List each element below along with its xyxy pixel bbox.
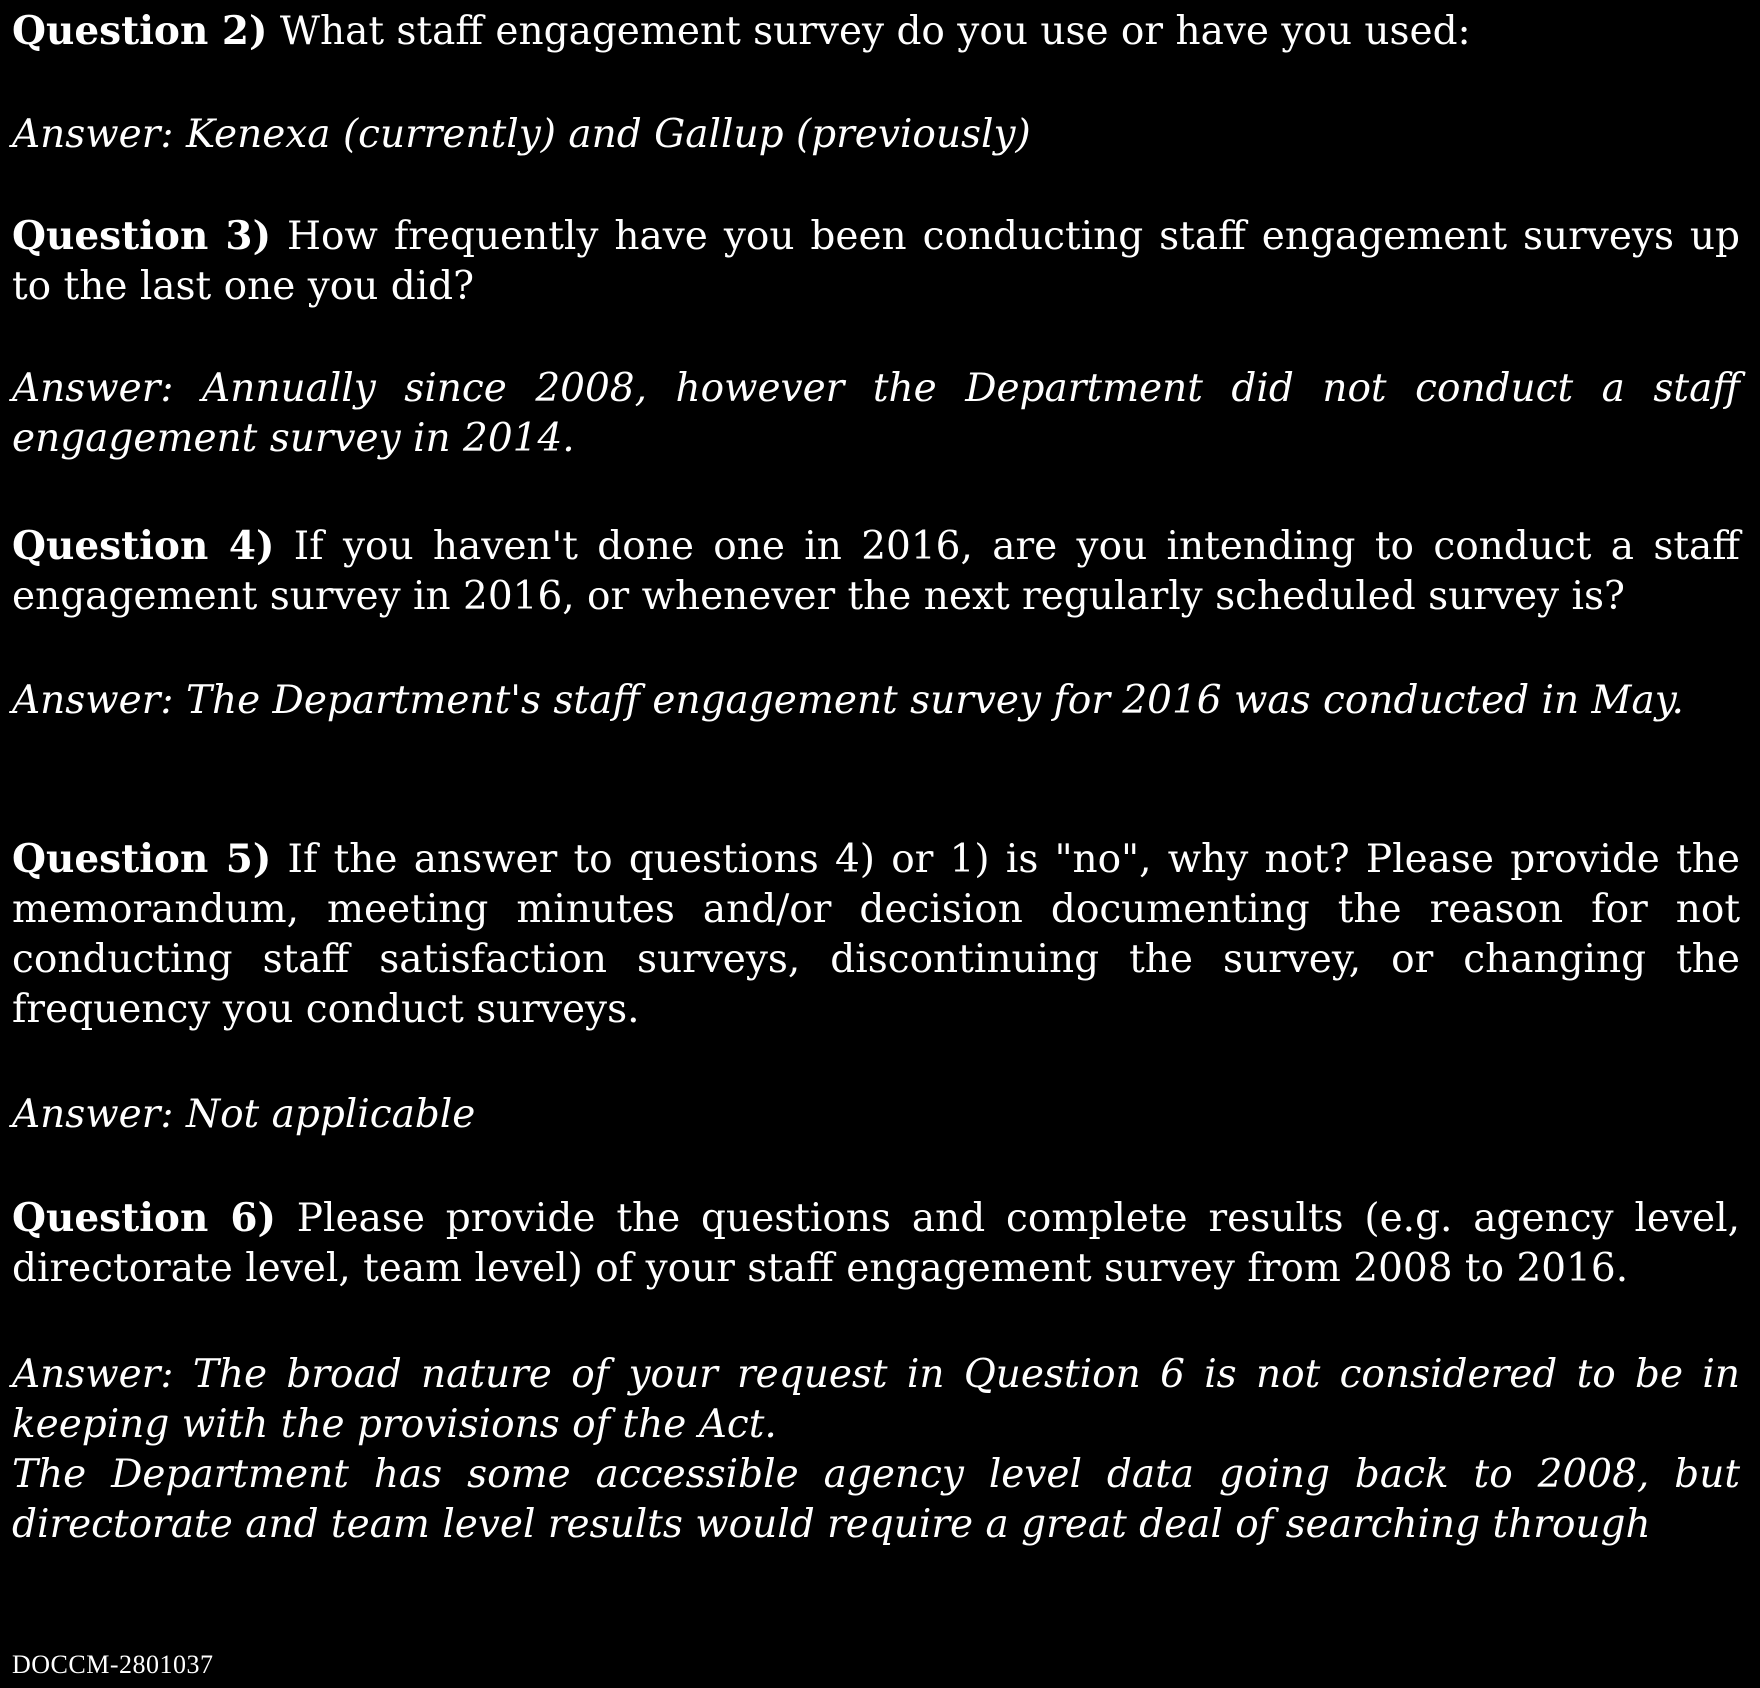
answer-block-2	[12, 110, 1740, 160]
document-id: DOCCM-2801037	[12, 1650, 214, 1679]
qa-block-2	[12, 6, 1740, 57]
question-5-label: Question 5)	[12, 836, 272, 882]
question-5	[12, 834, 1740, 1035]
answer-block-3	[12, 364, 1740, 464]
question-2-text: What staff engagement survey do you use or have you used:	[267, 9, 1471, 54]
question-3-text: How frequently have you been conducting staff engagement surveys up to the last one you did?	[12, 214, 1740, 309]
question-4-text: If you haven't done one in 2016, are you intending to conduct a staff engagement survey in 2016, or whenever the next regularly scheduled survey is?	[12, 524, 1740, 619]
answer-5: Answer: Not applicable	[12, 1092, 476, 1137]
qa-block-4	[12, 521, 1740, 622]
question-3-label: Question 3)	[12, 213, 272, 259]
answer-6-part-1: Answer: The broad nature of your request in Question 6 is not considered to be in keeping with the provisions of the Act.	[12, 1352, 1740, 1447]
question-4-label: Question 4)	[12, 523, 275, 569]
qa-block-3	[12, 211, 1740, 312]
question-5-text: If the answer to questions 4) or 1) is "no", why not? Please provide the memorandum, meeting minutes and/or decision documenting the reason for not conducting staff satisfaction surveys, discontinuing the survey, or changing the frequency you conduct surveys.	[12, 837, 1740, 1032]
answer-4: Answer: The Department's staff engagement survey for 2016 was conducted in May.	[12, 678, 1684, 723]
question-6	[12, 1193, 1740, 1294]
question-2	[12, 6, 1740, 57]
question-6-label: Question 6)	[12, 1195, 276, 1241]
question-3	[12, 211, 1740, 312]
qa-block-6	[12, 1193, 1740, 1294]
question-6-text: Please provide the questions and complete results (e.g. agency level, directorate level, team level) of your staff engagement survey from 2008 to 2016.	[12, 1196, 1740, 1291]
answer-block-6	[12, 1350, 1740, 1550]
answer-2: Answer: Kenexa (currently) and Gallup (previously)	[12, 112, 1031, 157]
answer-block-5	[12, 1090, 1740, 1140]
question-2-label: Question 2)	[12, 8, 268, 54]
answer-block-4	[12, 676, 1740, 726]
question-4	[12, 521, 1740, 622]
answer-3: Answer: Annually since 2008, however the Department did not conduct a staff engagement survey in 2014.	[12, 366, 1740, 461]
answer-6-part-2: The Department has some accessible agency level data going back to 2008, but directorate and team level results would require a great deal of searching through	[12, 1452, 1740, 1547]
qa-block-5	[12, 834, 1740, 1035]
